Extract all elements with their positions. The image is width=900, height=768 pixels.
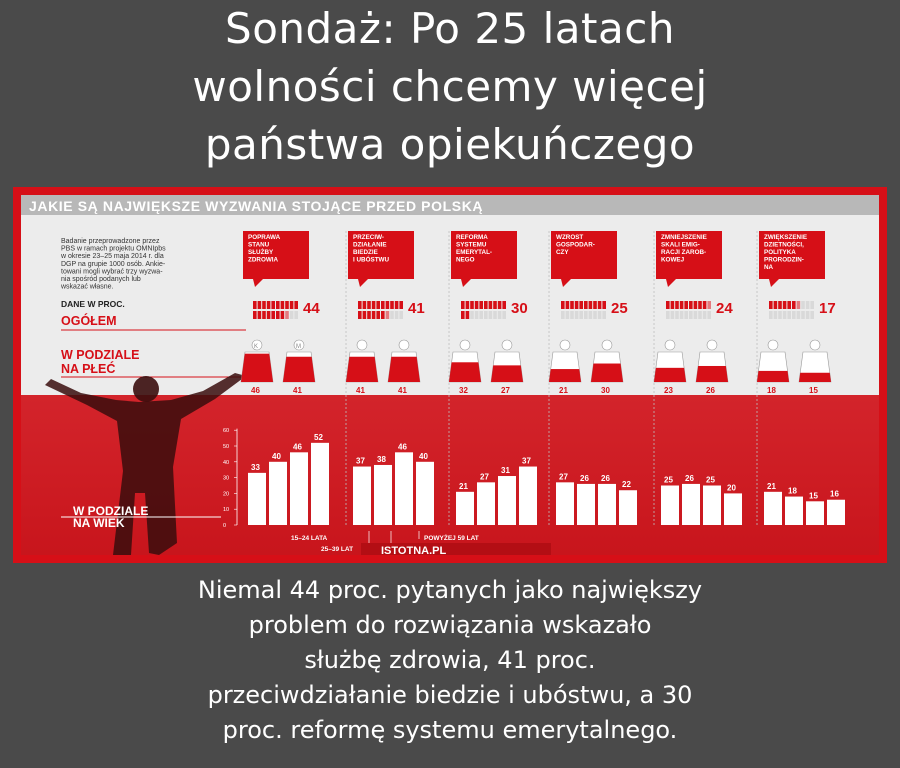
overall-grid-cell bbox=[466, 311, 470, 319]
gender-label: NA PŁEĆ bbox=[61, 362, 116, 376]
overall-grid-cell bbox=[698, 301, 702, 309]
overall-grid-cell bbox=[466, 301, 470, 309]
overall-grid-cell bbox=[787, 311, 791, 319]
women-value: 32 bbox=[459, 386, 468, 395]
age-bar bbox=[248, 473, 266, 525]
age-bar bbox=[764, 492, 782, 525]
overall-grid-cell bbox=[593, 301, 597, 309]
overall-grid-cell bbox=[703, 311, 707, 319]
infographic-panel bbox=[21, 195, 879, 555]
survey-description-line: towani mogli wybrać trzy wyzwa- bbox=[61, 268, 163, 276]
survey-description-line: nia spośród podanych lub bbox=[61, 276, 141, 283]
category-label-pointer bbox=[461, 279, 471, 287]
age-bar bbox=[477, 482, 495, 525]
overall-grid-cell bbox=[267, 311, 271, 319]
overall-grid-cell bbox=[285, 301, 289, 309]
age-bar-value: 18 bbox=[788, 486, 797, 496]
category-label-pointer bbox=[253, 279, 263, 287]
caption bbox=[0, 573, 900, 748]
figure-fill bbox=[653, 368, 687, 382]
age-bar bbox=[556, 482, 574, 525]
age-bar bbox=[619, 490, 637, 525]
men-value: 41 bbox=[398, 386, 407, 395]
overall-grid-cell bbox=[783, 311, 787, 319]
headline-line: państwa opiekuńczego bbox=[204, 120, 696, 169]
age-bar bbox=[416, 462, 434, 525]
category-label: PRZECIW- bbox=[353, 234, 385, 241]
overall-grid-cell bbox=[792, 311, 796, 319]
overall-grid-cell bbox=[376, 311, 380, 319]
men-value: 27 bbox=[501, 386, 510, 395]
caption-line: służbę zdrowia, 41 proc. bbox=[304, 646, 596, 674]
overall-grid-cell bbox=[694, 301, 698, 309]
age-bar-value: 27 bbox=[480, 472, 489, 482]
age-bar bbox=[269, 462, 287, 525]
age-group-note: 25–39 LAT bbox=[321, 546, 354, 553]
headline-line: wolności chcemy więcej bbox=[192, 62, 708, 111]
category-label: RACJI ZAROB- bbox=[661, 249, 707, 256]
age-bar bbox=[577, 484, 595, 525]
category-label: ZWIĘKSZENIE bbox=[764, 234, 808, 241]
overall-grid-cell bbox=[570, 301, 574, 309]
overall-grid-cell bbox=[666, 301, 670, 309]
gender-label: W PODZIALE bbox=[61, 348, 140, 362]
age-bar bbox=[827, 500, 845, 525]
age-label: NA WIEK bbox=[73, 516, 125, 530]
overall-grid-cell bbox=[675, 301, 679, 309]
category-label: NEGO bbox=[456, 256, 475, 264]
overall-grid-cell bbox=[475, 301, 479, 309]
overall-grid-cell bbox=[671, 311, 675, 319]
overall-grid-cell bbox=[461, 301, 465, 309]
age-group-note: 15–24 LATA bbox=[291, 535, 328, 542]
overall-grid-cell bbox=[276, 311, 280, 319]
category-label: BIEDZIE bbox=[353, 249, 378, 256]
age-bar bbox=[661, 486, 679, 526]
gender-mark: M bbox=[296, 344, 301, 350]
overall-grid-cell bbox=[390, 311, 394, 319]
overall-grid-cell bbox=[680, 311, 684, 319]
overall-grid-cell bbox=[698, 311, 702, 319]
overall-grid-cell bbox=[479, 301, 483, 309]
overall-grid-cell bbox=[684, 301, 688, 309]
age-bar-value: 21 bbox=[459, 481, 468, 491]
category-label-pointer bbox=[561, 279, 571, 287]
y-tick-label: 40 bbox=[223, 459, 230, 466]
age-bar bbox=[353, 467, 371, 525]
men-value: 15 bbox=[809, 386, 818, 395]
caption-line: proc. reformę systemu emerytalnego. bbox=[222, 716, 678, 744]
overall-grid-cell bbox=[281, 301, 285, 309]
figure-fill bbox=[490, 365, 524, 382]
overall-grid-cell bbox=[271, 311, 275, 319]
age-bar-value: 37 bbox=[356, 456, 365, 466]
headline-line: Sondaż: Po 25 latach bbox=[225, 4, 675, 53]
overall-grid-cell bbox=[386, 311, 390, 319]
overall-grid-cell bbox=[689, 311, 693, 319]
age-bar-value: 26 bbox=[580, 473, 589, 483]
overall-grid-cell bbox=[262, 311, 266, 319]
overall-grid-cell bbox=[294, 311, 298, 319]
age-bar bbox=[456, 492, 474, 525]
overall-grid-cell bbox=[810, 301, 814, 309]
overall-value: 44 bbox=[303, 300, 320, 317]
age-bar-value: 52 bbox=[314, 432, 323, 442]
category-label: SYSTEMU bbox=[456, 241, 487, 249]
overall-grid-cell bbox=[575, 301, 579, 309]
overall-grid-cell bbox=[801, 301, 805, 309]
age-bar bbox=[703, 486, 721, 526]
overall-grid-cell bbox=[489, 311, 493, 319]
overall-grid-cell bbox=[602, 301, 606, 309]
overall-grid-cell bbox=[769, 301, 773, 309]
overall-grid-cell bbox=[489, 301, 493, 309]
overall-grid-cell bbox=[484, 301, 488, 309]
figure-fill bbox=[448, 362, 482, 382]
figure-fill bbox=[345, 357, 379, 382]
category-label: DZIAŁANIE bbox=[353, 241, 387, 249]
overall-grid-cell bbox=[363, 301, 367, 309]
overall-grid-cell bbox=[787, 301, 791, 309]
overall-grid-cell bbox=[470, 311, 474, 319]
age-bar-value: 26 bbox=[685, 473, 694, 483]
women-value: 18 bbox=[767, 386, 776, 395]
overall-grid-cell bbox=[680, 301, 684, 309]
overall-grid-cell bbox=[395, 311, 399, 319]
overall-grid-cell bbox=[561, 311, 565, 319]
category-label: ZMNIEJSZENIE bbox=[661, 234, 707, 241]
overall-grid-cell bbox=[363, 311, 367, 319]
overall-value: 17 bbox=[819, 300, 836, 317]
y-tick-label: 50 bbox=[223, 444, 230, 450]
caption-line: przeciwdziałanie biedzie i ubóstwu, a 30 bbox=[207, 681, 693, 709]
figure-fill bbox=[282, 357, 316, 382]
overall-grid-cell bbox=[774, 311, 778, 319]
source-label: ISTOTNA.PL bbox=[381, 545, 447, 555]
overall-grid-cell bbox=[358, 301, 362, 309]
category-label: EMERYTAL- bbox=[456, 249, 493, 256]
age-bar-value: 21 bbox=[767, 481, 776, 491]
overall-grid-cell bbox=[598, 301, 602, 309]
age-bar bbox=[374, 465, 392, 525]
overall-grid-cell bbox=[372, 311, 376, 319]
category-label: STANU bbox=[248, 241, 270, 249]
infographic-chart bbox=[21, 195, 879, 555]
y-tick-label: 10 bbox=[223, 507, 230, 514]
survey-description-line: wskazać własne. bbox=[61, 283, 114, 291]
overall-grid-cell bbox=[778, 301, 782, 309]
overall-grid-cell bbox=[372, 301, 376, 309]
category-label: ZDROWIA bbox=[248, 256, 279, 264]
overall-grid-cell bbox=[493, 301, 497, 309]
overall-grid-cell bbox=[566, 311, 570, 319]
survey-description-line: w okresie 23–25 maja 2014 r. dla bbox=[61, 253, 164, 261]
overall-grid-cell bbox=[566, 301, 570, 309]
women-value: 21 bbox=[559, 386, 568, 395]
age-bar bbox=[311, 443, 329, 525]
overall-grid-cell bbox=[579, 311, 583, 319]
y-tick-label: 0 bbox=[223, 523, 227, 529]
overall-grid-cell bbox=[258, 311, 262, 319]
age-bar bbox=[806, 501, 824, 525]
overall-value: 25 bbox=[611, 300, 628, 317]
figure-fill bbox=[240, 354, 274, 382]
figure-fill bbox=[695, 366, 729, 382]
men-value: 30 bbox=[601, 386, 610, 395]
figure-fill bbox=[548, 369, 582, 382]
overall-grid-cell bbox=[703, 301, 707, 309]
age-bar bbox=[498, 476, 516, 525]
women-value: 23 bbox=[664, 386, 673, 395]
overall-grid-cell bbox=[470, 301, 474, 309]
overall-grid-cell bbox=[358, 311, 362, 319]
men-value: 26 bbox=[706, 386, 715, 395]
overall-grid-cell bbox=[367, 311, 371, 319]
age-bar-value: 22 bbox=[622, 480, 631, 490]
category-label-pointer bbox=[358, 279, 368, 287]
overall-grid-cell bbox=[386, 301, 390, 309]
category-label: PRORODZIN- bbox=[764, 256, 804, 264]
overall-grid-cell bbox=[399, 301, 403, 309]
overall-grid-cell bbox=[498, 311, 502, 319]
y-tick-label: 60 bbox=[223, 428, 230, 435]
category-label: SŁUŻBY bbox=[248, 249, 274, 256]
category-label-pointer bbox=[666, 279, 676, 287]
overall-grid-cell bbox=[253, 301, 257, 309]
category-label: GOSPODAR- bbox=[556, 241, 595, 249]
units-label: DANE W PROC. bbox=[61, 299, 125, 309]
overall-grid-cell bbox=[589, 311, 593, 319]
infographic bbox=[13, 187, 887, 563]
age-bar-value: 31 bbox=[501, 466, 510, 476]
age-bar bbox=[290, 452, 308, 525]
overall-label: OGÓŁEM bbox=[61, 314, 117, 328]
overall-value: 41 bbox=[408, 300, 425, 317]
overall-grid-cell bbox=[561, 301, 565, 309]
overall-grid-cell bbox=[381, 311, 385, 319]
age-bar-value: 20 bbox=[727, 483, 736, 493]
overall-grid-cell bbox=[769, 311, 773, 319]
overall-grid-cell bbox=[479, 311, 483, 319]
overall-grid-cell bbox=[801, 311, 805, 319]
age-bar bbox=[395, 452, 413, 525]
age-bar-value: 46 bbox=[293, 442, 302, 452]
overall-grid-cell bbox=[792, 301, 796, 309]
overall-grid-cell bbox=[294, 301, 298, 309]
overall-grid-cell bbox=[579, 301, 583, 309]
overall-grid-cell bbox=[381, 301, 385, 309]
category-label: KOWEJ bbox=[661, 256, 685, 264]
figure-fill bbox=[756, 371, 790, 382]
overall-grid-cell bbox=[276, 301, 280, 309]
overall-grid-cell bbox=[367, 301, 371, 309]
category-label: NA bbox=[764, 264, 774, 271]
overall-grid-cell bbox=[498, 301, 502, 309]
overall-grid-cell bbox=[584, 301, 588, 309]
person-head bbox=[133, 376, 159, 402]
overall-grid-cell bbox=[806, 301, 810, 309]
survey-description-line: Badanie przeprowadzone przez bbox=[61, 238, 160, 245]
age-bar bbox=[785, 497, 803, 525]
age-bar bbox=[598, 484, 616, 525]
age-bar-value: 25 bbox=[664, 475, 673, 485]
overall-grid-cell bbox=[290, 311, 294, 319]
age-bar-value: 40 bbox=[272, 451, 281, 461]
overall-grid-cell bbox=[290, 301, 294, 309]
caption-line: Niemal 44 proc. pytanych jako największy bbox=[197, 576, 703, 604]
overall-grid-cell bbox=[598, 311, 602, 319]
y-tick-label: 30 bbox=[223, 475, 230, 482]
age-bar-value: 15 bbox=[809, 491, 818, 501]
overall-grid-cell bbox=[395, 301, 399, 309]
overall-grid-cell bbox=[675, 311, 679, 319]
overall-grid-cell bbox=[285, 311, 289, 319]
headline bbox=[0, 0, 900, 174]
age-bar-value: 33 bbox=[251, 462, 260, 472]
overall-grid-cell bbox=[258, 301, 262, 309]
category-label: CZY bbox=[556, 249, 569, 256]
overall-grid-cell bbox=[810, 311, 814, 319]
gender-mark: K bbox=[254, 344, 259, 350]
figure-fill bbox=[590, 364, 624, 382]
overall-grid-cell bbox=[694, 311, 698, 319]
overall-grid-cell bbox=[461, 311, 465, 319]
overall-grid-cell bbox=[484, 311, 488, 319]
overall-grid-cell bbox=[806, 311, 810, 319]
category-label: WZROST bbox=[556, 234, 584, 241]
overall-value: 24 bbox=[716, 300, 733, 317]
age-bar-value: 26 bbox=[601, 473, 610, 483]
age-group-note: POWYŻEJ 59 LAT bbox=[424, 535, 479, 542]
category-label: POLITYKA bbox=[764, 249, 796, 256]
category-label-pointer bbox=[769, 279, 779, 287]
category-label: SKALI EMIG- bbox=[661, 241, 700, 249]
overall-grid-cell bbox=[376, 301, 380, 309]
category-label: REFORMA bbox=[456, 234, 488, 241]
survey-description-line: DGP na grupie 1000 osób. Ankie- bbox=[61, 260, 166, 268]
age-bar-value: 37 bbox=[522, 456, 531, 466]
overall-grid-cell bbox=[502, 301, 506, 309]
overall-grid-cell bbox=[399, 311, 403, 319]
overall-grid-cell bbox=[593, 311, 597, 319]
infographic-title: JAKIE SĄ NAJWIĘKSZE WYZWANIA STOJĄCE PRZED POLSKĄ bbox=[29, 198, 484, 214]
overall-grid-cell bbox=[671, 301, 675, 309]
overall-grid-cell bbox=[783, 301, 787, 309]
category-label: DZIETNOŚCI, bbox=[764, 241, 804, 249]
overall-grid-cell bbox=[602, 311, 606, 319]
overall-grid-cell bbox=[281, 311, 285, 319]
figure-fill bbox=[798, 373, 832, 382]
overall-grid-cell bbox=[570, 311, 574, 319]
men-value: 41 bbox=[293, 386, 302, 395]
overall-grid-cell bbox=[778, 311, 782, 319]
overall-grid-cell bbox=[475, 311, 479, 319]
age-label: W PODZIALE bbox=[73, 504, 149, 518]
overall-grid-cell bbox=[262, 301, 266, 309]
overall-grid-cell bbox=[797, 311, 801, 319]
overall-grid-cell bbox=[267, 301, 271, 309]
overall-grid-cell bbox=[774, 301, 778, 309]
overall-grid-cell bbox=[689, 301, 693, 309]
overall-grid-cell bbox=[707, 311, 711, 319]
overall-grid-cell bbox=[707, 301, 711, 309]
overall-grid-cell bbox=[797, 301, 801, 309]
overall-grid-cell bbox=[684, 311, 688, 319]
age-bar-value: 27 bbox=[559, 472, 568, 482]
age-bar bbox=[724, 493, 742, 525]
overall-grid-cell bbox=[253, 311, 257, 319]
overall-grid-cell bbox=[493, 311, 497, 319]
category-label: POPRAWA bbox=[248, 234, 281, 241]
overall-grid-cell bbox=[575, 311, 579, 319]
age-bar-value: 46 bbox=[398, 442, 407, 452]
category-label: I UBÓSTWU bbox=[353, 256, 390, 264]
age-bar-value: 16 bbox=[830, 489, 839, 499]
overall-value: 30 bbox=[511, 300, 528, 317]
women-value: 46 bbox=[251, 386, 260, 395]
survey-description-line: PBS w ramach projektu OMNIpbs bbox=[61, 245, 166, 253]
overall-grid-cell bbox=[584, 311, 588, 319]
overall-grid-cell bbox=[502, 311, 506, 319]
figure-fill bbox=[387, 357, 421, 382]
women-value: 41 bbox=[356, 386, 365, 395]
overall-grid-cell bbox=[390, 301, 394, 309]
overall-grid-cell bbox=[271, 301, 275, 309]
overall-grid-cell bbox=[589, 301, 593, 309]
y-tick-label: 20 bbox=[223, 491, 230, 498]
age-bar-value: 25 bbox=[706, 475, 715, 485]
overall-grid-cell bbox=[666, 311, 670, 319]
age-bar bbox=[519, 467, 537, 525]
age-bar-value: 38 bbox=[377, 454, 386, 464]
age-bar bbox=[682, 484, 700, 525]
caption-line: problem do rozwiązania wskazało bbox=[248, 611, 652, 639]
age-bar-value: 40 bbox=[419, 451, 428, 461]
